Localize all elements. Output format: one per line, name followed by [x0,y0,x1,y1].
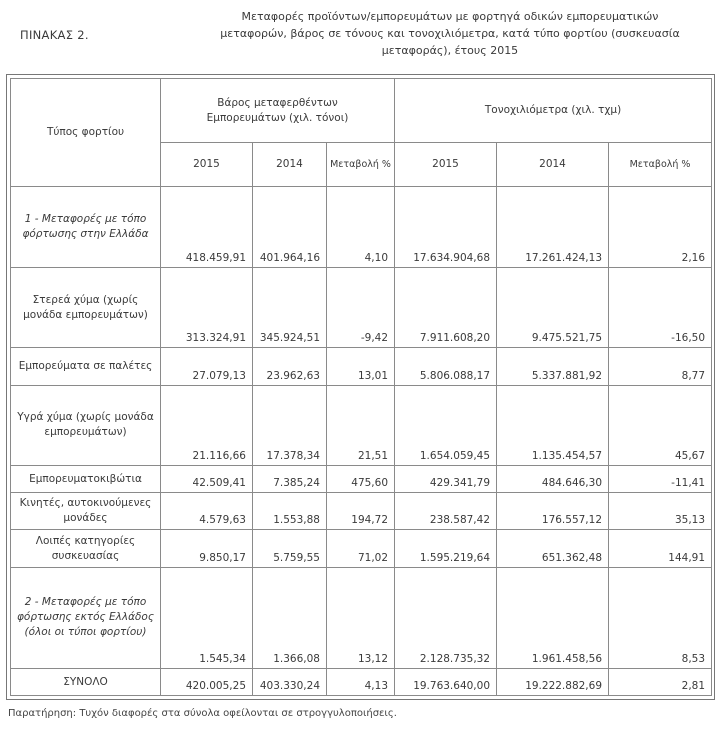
table-cell: 2.128.735,32 [395,567,497,668]
table-cell: 7.911.608,20 [395,267,497,348]
row-label: Λοιπές κατηγορίες συσκευασίας [11,530,161,567]
table-cell: 1.553,88 [253,493,327,530]
table-cell: 651.362,48 [497,530,609,567]
table-cell: 420.005,25 [161,669,253,696]
table-row [11,669,712,696]
row-label: Εμπορευματοκιβώτια [11,466,161,493]
row-label: 2 - Μεταφορές με τόπο φόρτωσης εκτός Ελλάδος (όλοι οι τύποι φορτίου) [11,567,161,668]
column-header-change: Μεταβολή % [609,143,712,187]
table-cell: 19.222.882,69 [497,669,609,696]
table-cell: 1.366,08 [253,567,327,668]
column-header-2014: 2014 [497,143,609,187]
table-cell: 17.261.424,13 [497,187,609,268]
table-row [11,267,712,348]
title-line: μεταφορών, βάρος σε τόνους και τονοχιλιόμετρα, κατά τύπο φορτίου (συσκευασία [220,27,680,40]
footnote: Παρατήρηση: Τυχόν διαφορές στα σύνολα οφείλονται σε στρογγυλοποιήσεις. [8,708,397,719]
table-cell: 4.579,63 [161,493,253,530]
table-row [11,567,712,668]
table-cell: 2,81 [609,669,712,696]
column-group-weight: Βάρος μεταφερθέντων Εμπορευμάτων (χιλ. τόνοι) [161,79,395,143]
table-cell: 4,10 [327,187,395,268]
table-cell: 1.595.219,64 [395,530,497,567]
table-cell: 194,72 [327,493,395,530]
table-cell: 2,16 [609,187,712,268]
table-cell: 8,53 [609,567,712,668]
table-cell: 5.806.088,17 [395,348,497,385]
table-cell: 9.475.521,75 [497,267,609,348]
table-cell: 484.646,30 [497,466,609,493]
table-cell: 8,77 [609,348,712,385]
table-cell: 4,13 [327,669,395,696]
table-row [11,187,712,268]
column-header-2015: 2015 [395,143,497,187]
table-cell: 17.634.904,68 [395,187,497,268]
row-label: 1 - Μεταφορές με τόπο φόρτωσης στην Ελλάδα [11,187,161,268]
table-cell: 403.330,24 [253,669,327,696]
row-label: ΣΥΝΟΛΟ [11,669,161,696]
table-row [11,466,712,493]
table-row [11,493,712,530]
table-cell: 345.924,51 [253,267,327,348]
column-header-change: Μεταβολή % [327,143,395,187]
table-cell: 7.385,24 [253,466,327,493]
table-cell: 21.116,66 [161,385,253,466]
table-cell: -16,50 [609,267,712,348]
table-cell: 5.759,55 [253,530,327,567]
row-label: Υγρά χύμα (χωρίς μονάδα εμπορευμάτων) [11,385,161,466]
table-cell: 9.850,17 [161,530,253,567]
table-row [11,348,712,385]
table-cell: -9,42 [327,267,395,348]
table-header-block [0,0,722,72]
title-line: μεταφοράς), έτους 2015 [381,44,519,57]
column-header-2014: 2014 [253,143,327,187]
table-cell: 1.135.454,57 [497,385,609,466]
table-cell: 475,60 [327,466,395,493]
freight-table [10,78,712,696]
table-cell: 401.964,16 [253,187,327,268]
table-row [11,530,712,567]
row-label: Στερεά χύμα (χωρίς μονάδα εμπορευμάτων) [11,267,161,348]
table-cell: 144,91 [609,530,712,567]
title-line: Μεταφορές προϊόντων/εμπορευμάτων με φορτηγά οδικών εμπορευματικών [241,10,659,23]
row-label: Κινητές, αυτοκινούμενες μονάδες [11,493,161,530]
table-cell: 27.079,13 [161,348,253,385]
table-cell: 429.341,79 [395,466,497,493]
table-cell: 19.763.640,00 [395,669,497,696]
column-group-tonne-km: Τονοχιλιόμετρα (χιλ. τχμ) [395,79,712,143]
table-cell: 45,67 [609,385,712,466]
table-cell: 17.378,34 [253,385,327,466]
table-cell: 238.587,42 [395,493,497,530]
table-cell: 1.961.458,56 [497,567,609,668]
table-cell: 176.557,12 [497,493,609,530]
table-cell: 42.509,41 [161,466,253,493]
table-cell: 13,01 [327,348,395,385]
table-cell: 23.962,63 [253,348,327,385]
table-cell: 5.337.881,92 [497,348,609,385]
column-header-2015: 2015 [161,143,253,187]
table-title [180,8,720,59]
table-number-label: ΠΙΝΑΚΑΣ 2. [20,28,89,42]
column-header-cargo-type: Τύπος φορτίου [11,79,161,187]
table-cell: 71,02 [327,530,395,567]
data-table-frame [6,74,715,700]
row-label: Εμπορεύματα σε παλέτες [11,348,161,385]
table-cell: 21,51 [327,385,395,466]
table-cell: 13,12 [327,567,395,668]
table-cell: 418.459,91 [161,187,253,268]
table-row [11,385,712,466]
table-cell: 313.324,91 [161,267,253,348]
table-cell: 1.654.059,45 [395,385,497,466]
table-cell: -11,41 [609,466,712,493]
table-cell: 35,13 [609,493,712,530]
table-cell: 1.545,34 [161,567,253,668]
